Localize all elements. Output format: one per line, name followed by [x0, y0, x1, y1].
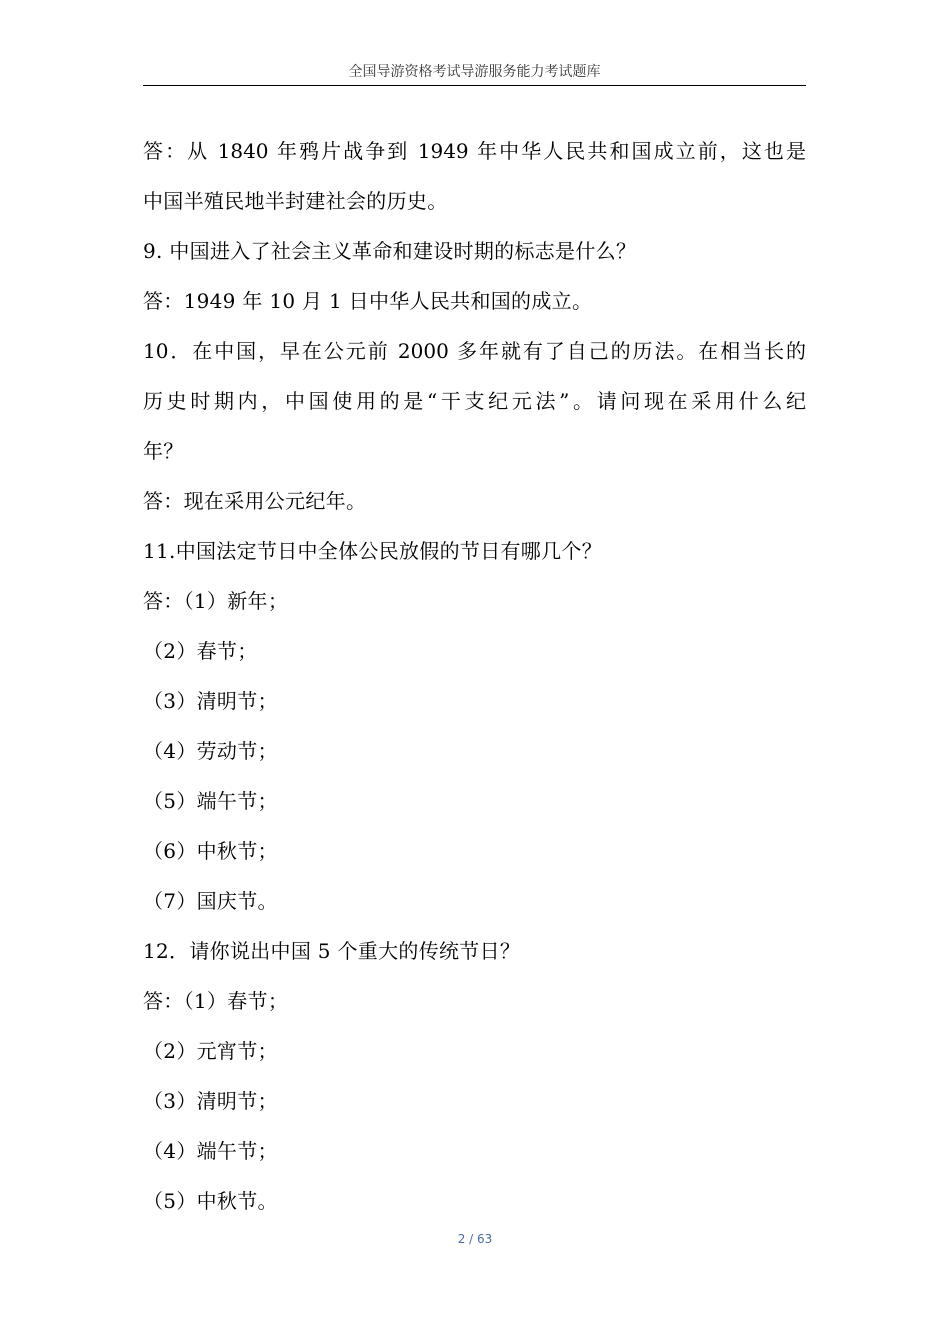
text-line: 年？ — [143, 439, 184, 463]
answer-11-item: （3）清明节； — [143, 689, 278, 713]
answer-9: 答：1949 年 10 月 1 日中华人民共和国的成立。 — [143, 289, 593, 313]
text-line: 答：从 1840 年鸦片战争到 1949 年中华人民共和国成立前，这也是 — [143, 139, 806, 163]
answer-11-item: （4）劳动节； — [143, 739, 278, 763]
answer-11-item: （6）中秋节； — [143, 839, 278, 863]
page-number: 2 / 63 — [457, 1232, 493, 1246]
question-9: 9. 中国进入了社会主义革命和建设时期的标志是什么？ — [143, 239, 637, 263]
answer-12-item: （4）端午节； — [143, 1139, 278, 1163]
answer-12-item: （3）清明节； — [143, 1089, 278, 1113]
answer-10: 答：现在采用公元纪年。 — [143, 489, 367, 513]
answer-11-item: （5）端午节； — [143, 789, 278, 813]
answer-12-item: （5）中秋节。 — [143, 1189, 278, 1213]
question-12: 12．请你说出中国 5 个重大的传统节日？ — [143, 939, 521, 963]
question-10: 10．在中国，早在公元前 2000 多年就有了自己的历法。在相当长的 — [143, 339, 806, 363]
text-line: 历史时期内，中国使用的是“干支纪元法”。请问现在采用什么纪 — [143, 389, 806, 413]
answer-12-item: 答：（1）春节； — [143, 989, 289, 1013]
text-line: 中国半殖民地半封建社会的历史。 — [143, 189, 448, 213]
document-body — [143, 126, 806, 1226]
question-11: 11.中国法定节日中全体公民放假的节日有哪几个？ — [143, 539, 603, 563]
answer-11-item: （7）国庆节。 — [143, 889, 278, 913]
page-header-title: 全国导游资格考试导游服务能力考试题库 — [348, 64, 601, 80]
answer-12-item: （2）元宵节； — [143, 1039, 278, 1063]
answer-11-item: 答：（1）新年； — [143, 589, 289, 613]
answer-11-item: （2）春节； — [143, 639, 258, 663]
header-divider — [143, 85, 806, 86]
